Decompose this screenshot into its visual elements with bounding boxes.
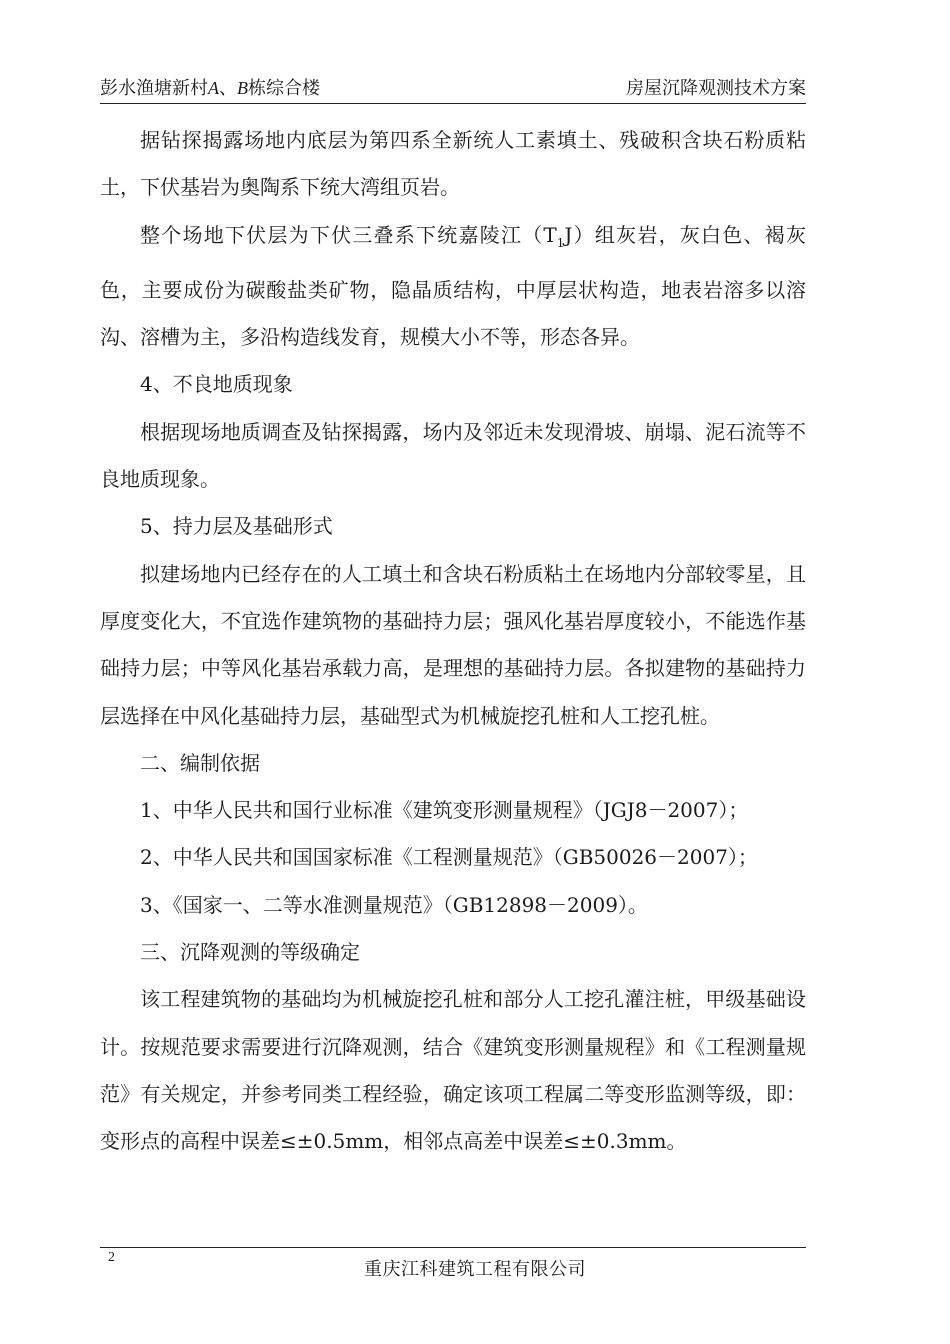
reference-item-3: 3、《国家一、二等水准测量规范》（GB12898－2009）。	[140, 892, 648, 917]
page-header	[100, 68, 806, 104]
reference-item-2: 2、中华人民共和国国家标准《工程测量规范》（GB50026－2007）；	[140, 845, 758, 870]
heading-settlement-grade: 三、沉降观测的等级确定	[140, 940, 360, 965]
page-number: 2	[108, 1250, 115, 1265]
paragraph-adverse-geology: 根据现场地质调查及钻探揭露，场内及邻近未发现滑坡、崩塌、泥石流等不良地质现象。	[100, 419, 806, 492]
footer-company-name: 重庆江科建筑工程有限公司	[364, 1259, 586, 1280]
paragraph-bedrock-text-a: 整个场地下伏层为下伏三叠系下统嘉陵江（T	[140, 222, 557, 247]
header-building-a: A	[208, 78, 219, 98]
document-body	[100, 117, 806, 1166]
header-building-b: B	[237, 78, 248, 98]
footer-rule	[100, 1247, 806, 1248]
subscript-1: 1	[556, 235, 565, 250]
paragraph-settlement-grade: 该工程建筑物的基础均为机械旋挖孔桩和部分人工挖孔灌注桩，甲级基础设计。按规范要求需要进行沉降观测，结合《建筑变形测量规程》和《工程测量规范》有关规定，并参考同类工程经验，确定该项工程属二等变形监测等级，即：变形点的高程中误差≤±0.5mm，相邻点高差中误差≤±0.3mm。	[100, 987, 806, 1154]
heading-adverse-geology: 4、不良地质现象	[140, 372, 293, 397]
header-project-suffix: 栋综合楼	[248, 78, 320, 99]
header-document-title: 房屋沉降观测技术方案	[626, 78, 806, 99]
paragraph-bedrock	[100, 212, 806, 362]
reference-item-1: 1、中华人民共和国行业标准《建筑变形测量规程》（JGJ8－2007）；	[140, 798, 749, 823]
heading-bearing-layer: 5、持力层及基础形式	[140, 514, 333, 539]
paragraph-bearing-layer: 拟建场地内已经存在的人工填土和含块石粉质粘土在场地内分部较零星，且厚度变化大，不宜选作建筑物的基础持力层；强风化基岩厚度较小，不能选作基础持力层；中等风化基岩承载力高，是理想的基础持力层。各拟建物的基础持力层选择在中风化基础持力层，基础型式为机械旋挖孔桩和人工挖孔桩。	[100, 561, 806, 728]
header-project-name	[100, 74, 320, 100]
header-separator: 、	[219, 78, 237, 99]
header-project-prefix: 彭水渔塘新村	[100, 78, 208, 99]
paragraph-bedrock-text-b: J）组灰岩，灰白色、褐灰色，主要成份为碳酸盐类矿物，隐晶质结构，中厚层状构造，地表岩溶多以溶沟、溶槽为主，多沿构造线发育，规模大小不等，形态各异。	[100, 222, 806, 350]
paragraph-geology-strata: 据钻探揭露场地内底层为第四系全新统人工素填土、残破积含块石粉质粘土，下伏基岩为奥陶系下统大湾组页岩。	[100, 128, 806, 200]
header-rule	[100, 103, 806, 104]
heading-compilation-basis: 二、编制依据	[140, 750, 260, 775]
